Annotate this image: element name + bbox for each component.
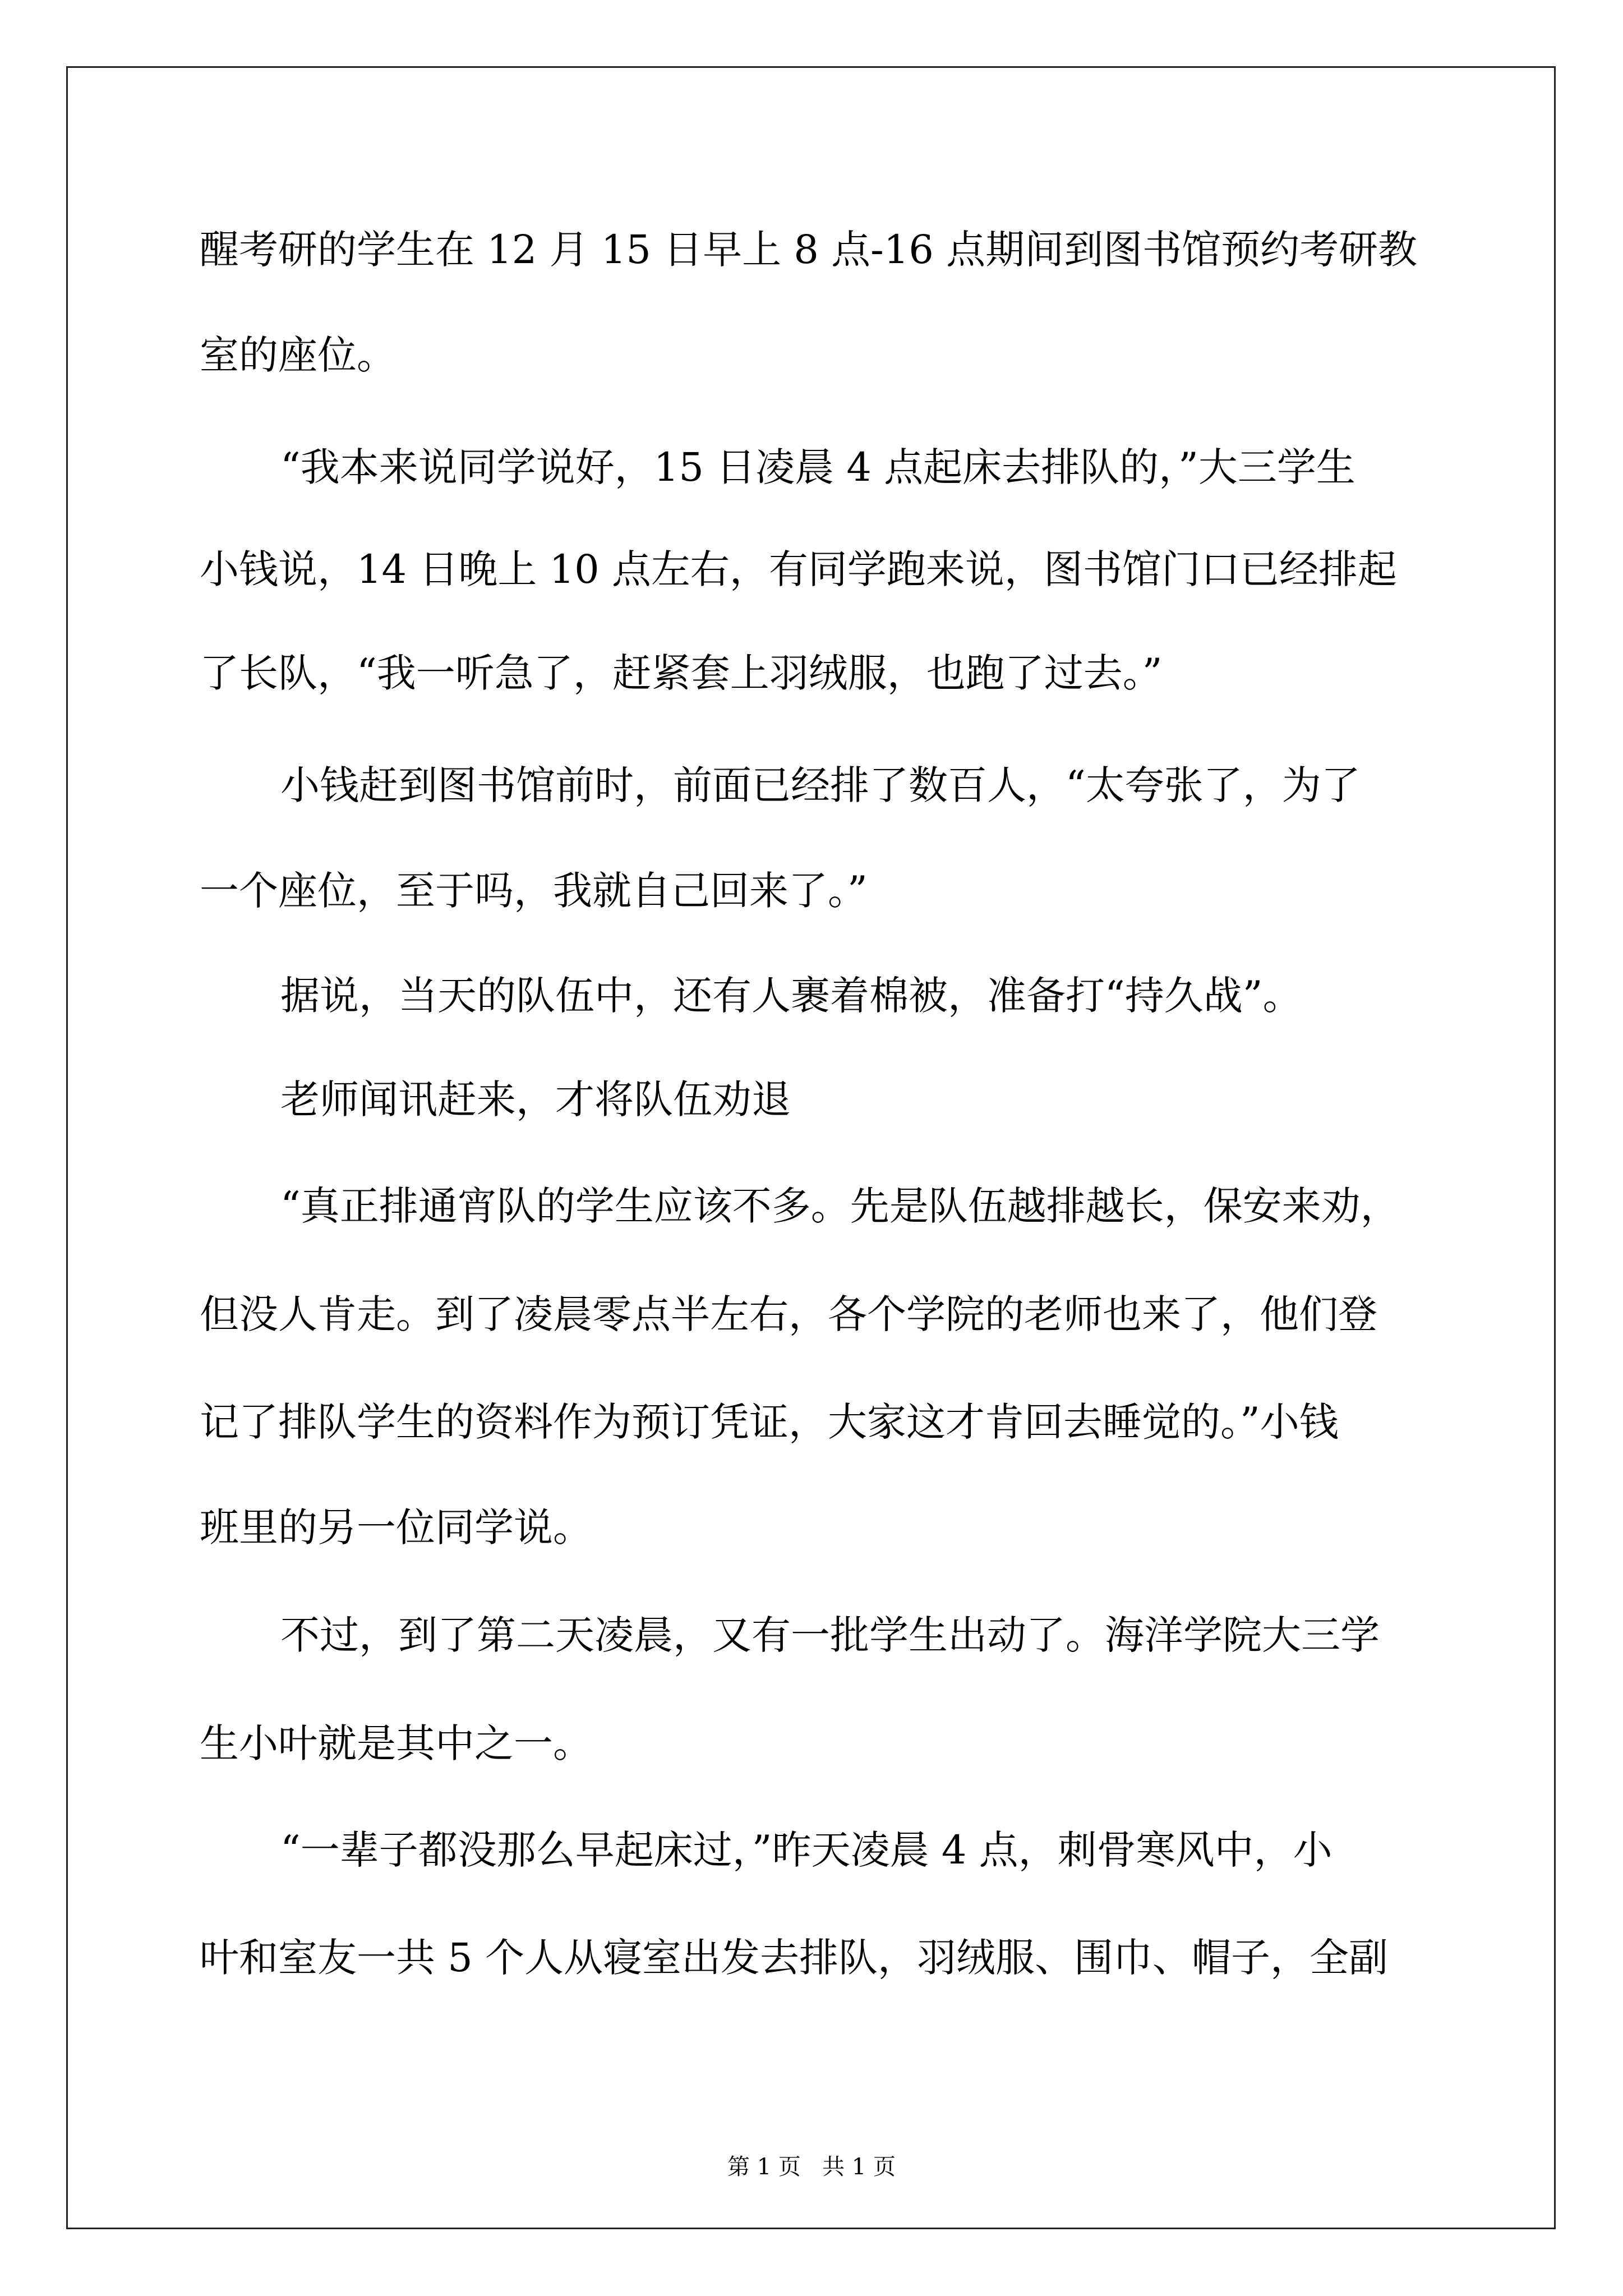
page-border (66, 66, 1556, 2229)
text-line: 不过，到了第二天凌晨，又有一批学生出动了。海洋学院大三学 (280, 1612, 1380, 1658)
text-line: 老师闻讯赶来，才将队伍劝退 (280, 1076, 791, 1122)
text-line: 小钱说，14 日晚上 10 点左右，有同学跑来说，图书馆门口已经排起 (200, 546, 1397, 592)
text-line: 一个座位，至于吗，我就自己回来了。” (200, 868, 868, 914)
text-line: 但没人肯走。到了凌晨零点半左右，各个学院的老师也来了，他们登 (200, 1291, 1377, 1337)
text-line: 班里的另一位同学说。 (200, 1504, 592, 1550)
text-line: 室的座位。 (200, 332, 396, 378)
text-line: 生小叶就是其中之一。 (200, 1720, 592, 1766)
text-line: 了长队，“我一听急了，赶紧套上羽绒服，也跑了过去。” (200, 650, 1163, 696)
text-line: 记了排队学生的资料作为预订凭证，大家这才肯回去睡觉的。”小钱 (200, 1399, 1339, 1445)
text-line: 小钱赶到图书馆前时，前面已经排了数百人，“太夸张了，为了 (280, 762, 1361, 808)
text-line: 叶和室友一共 5 个人从寝室出发去排队，羽绒服、围巾、帽子，全副 (200, 1935, 1389, 1981)
page-number: 第 1 页 共 1 页 (727, 2154, 896, 2180)
text-line: “一辈子都没那么早起床过，”昨天凌晨 4 点，刺骨寒风中，小 (280, 1827, 1332, 1873)
text-line: “我本来说同学说好，15 日凌晨 4 点起床去排队的，”大三学生 (280, 444, 1355, 490)
text-line: 据说，当天的队伍中，还有人裹着棉被，准备打“持久战”。 (280, 973, 1302, 1019)
text-line: 醒考研的学生在 12 月 15 日早上 8 点-16 点期间到图书馆预约考研教 (200, 227, 1418, 273)
text-line: “真正排通宵队的学生应该不多。先是队伍越排越长，保安来劝， (280, 1183, 1400, 1229)
